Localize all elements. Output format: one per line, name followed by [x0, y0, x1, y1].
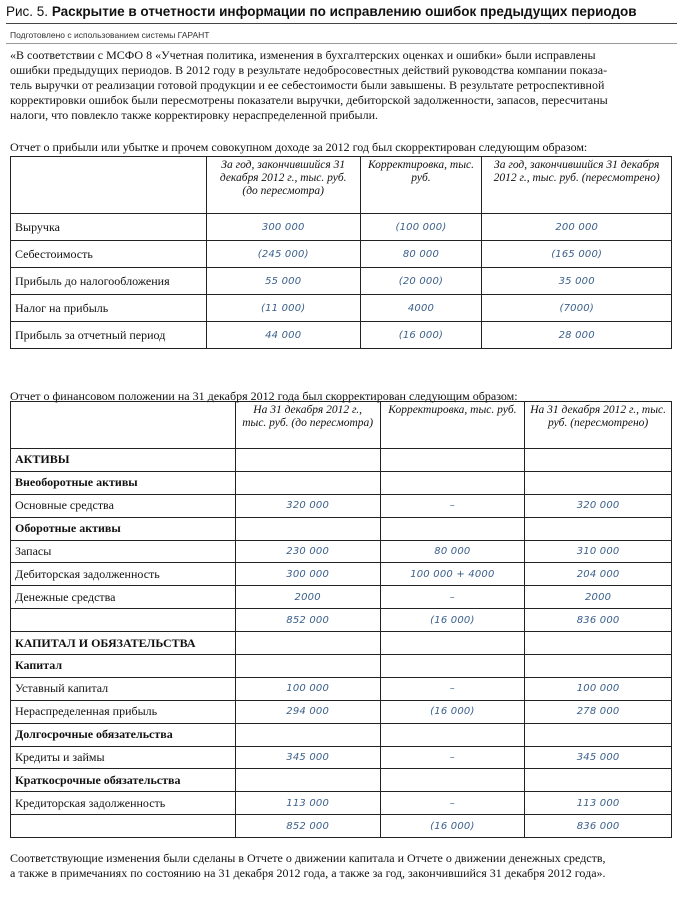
value-after — [525, 655, 672, 678]
balance-body — [11, 449, 672, 838]
value-before: (245 000) — [206, 241, 360, 268]
value-before: 230 000 — [235, 540, 380, 563]
header-after: На 31 декабря 2012 г., тыс. руб. (пересмотрено) — [525, 402, 672, 449]
value-adjustment: (16 000) — [380, 609, 525, 632]
closing-paragraph — [10, 851, 670, 881]
header-empty — [11, 157, 207, 214]
row-label: Выручка — [11, 214, 207, 241]
value-after — [525, 769, 672, 792]
table-row — [11, 494, 672, 517]
value-after — [525, 632, 672, 655]
table-row — [11, 815, 672, 838]
value-before: 320 000 — [235, 494, 380, 517]
table-row — [11, 746, 672, 769]
value-after: 28 000 — [482, 322, 672, 349]
row-label: Основные средства — [11, 494, 236, 517]
closing-line: Соответствующие изменения были сделаны в Отчете о движении капитала и Отчете о движении денежных средств, — [10, 851, 606, 865]
value-after: 310 000 — [525, 540, 672, 563]
row-label — [11, 609, 236, 632]
row-label: Прибыль до налогообложения — [11, 268, 207, 295]
table-row — [11, 517, 672, 540]
value-adjustment — [380, 517, 525, 540]
value-after: 35 000 — [482, 268, 672, 295]
value-adjustment — [380, 632, 525, 655]
row-label: КАПИТАЛ И ОБЯЗАТЕЛЬСТВА — [11, 632, 236, 655]
value-adjustment: 80 000 — [380, 540, 525, 563]
header-after: За год, закончившийся 31 декабря 2012 г., тыс. руб. (пересмотрено) — [482, 157, 672, 214]
value-adjustment: 4000 — [360, 295, 482, 322]
value-after: 113 000 — [525, 792, 672, 815]
intro-line: ошибки предыдущих периодов. В 2012 году в результате недобросовестных действий руководства компании показа- — [10, 63, 608, 77]
value-adjustment: – — [380, 494, 525, 517]
income-table — [10, 156, 672, 349]
value-before — [235, 655, 380, 678]
value-before — [235, 632, 380, 655]
value-after — [525, 723, 672, 746]
value-adjustment: 80 000 — [360, 241, 482, 268]
value-before — [235, 517, 380, 540]
value-adjustment: 100 000 + 4000 — [380, 563, 525, 586]
value-adjustment — [380, 655, 525, 678]
figure-caption: Раскрытие в отчетности информации по исправлению ошибок предыдущих периодов — [51, 4, 637, 19]
value-adjustment — [380, 723, 525, 746]
value-adjustment: (100 000) — [360, 214, 482, 241]
value-after: 2000 — [525, 586, 672, 609]
table-row — [11, 792, 672, 815]
value-after — [525, 471, 672, 494]
intro-line: налоги, что повлекло также корректировку нераспределенной прибыли. — [10, 108, 379, 122]
table-row — [11, 655, 672, 678]
source-rule — [6, 43, 677, 44]
value-after: 278 000 — [525, 700, 672, 723]
value-after — [525, 449, 672, 472]
value-adjustment: (16 000) — [380, 815, 525, 838]
value-adjustment: – — [380, 792, 525, 815]
row-label: Капитал — [11, 655, 236, 678]
table-row — [11, 632, 672, 655]
row-label: Прибыль за отчетный период — [11, 322, 207, 349]
row-label: Дебиторская задолженность — [11, 563, 236, 586]
value-adjustment: – — [380, 586, 525, 609]
intro-paragraph — [10, 48, 670, 123]
value-adjustment — [380, 769, 525, 792]
figure-number: Рис. 5. — [6, 4, 49, 19]
value-adjustment: (16 000) — [360, 322, 482, 349]
value-before: 55 000 — [206, 268, 360, 295]
balance-table — [10, 401, 672, 838]
row-label: АКТИВЫ — [11, 449, 236, 472]
header-adjustment: Корректировка, тыс. руб. — [360, 157, 482, 214]
value-adjustment — [380, 449, 525, 472]
value-before — [235, 449, 380, 472]
value-before: 2000 — [235, 586, 380, 609]
value-before: 300 000 — [206, 214, 360, 241]
value-after — [525, 517, 672, 540]
row-label: Уставный капитал — [11, 677, 236, 700]
row-label: Кредиторская задолженность — [11, 792, 236, 815]
value-after: (7000) — [482, 295, 672, 322]
value-before — [235, 723, 380, 746]
row-label: Краткосрочные обязательства — [11, 769, 236, 792]
title-rule — [6, 23, 677, 24]
row-label: Запасы — [11, 540, 236, 563]
value-before: 852 000 — [235, 815, 380, 838]
value-before: 44 000 — [206, 322, 360, 349]
income-header-row — [11, 157, 672, 214]
row-label: Долгосрочные обязательства — [11, 723, 236, 746]
value-after: 836 000 — [525, 609, 672, 632]
table-row — [11, 268, 672, 295]
table-row — [11, 609, 672, 632]
header-adjustment: Корректировка, тыс. руб. — [380, 402, 525, 449]
intro-line: «В соответствии с МСФО 8 «Учетная политика, изменения в бухгалтерских оценках и ошибки» были исправлены — [10, 48, 596, 62]
value-before: 852 000 — [235, 609, 380, 632]
value-adjustment: – — [380, 677, 525, 700]
table-row — [11, 540, 672, 563]
value-after: 836 000 — [525, 815, 672, 838]
value-adjustment: (16 000) — [380, 700, 525, 723]
value-after: 204 000 — [525, 563, 672, 586]
table-row — [11, 769, 672, 792]
table-row — [11, 586, 672, 609]
value-adjustment — [380, 471, 525, 494]
value-before: (11 000) — [206, 295, 360, 322]
value-after: 320 000 — [525, 494, 672, 517]
intro-line: корректировки ошибок были пересмотрены показатели выручки, дебиторской задолженности, запасов, пересчитаны — [10, 93, 608, 107]
value-before — [235, 769, 380, 792]
row-label: Оборотные активы — [11, 517, 236, 540]
row-label — [11, 815, 236, 838]
balance-header-row — [11, 402, 672, 449]
row-label: Налог на прибыль — [11, 295, 207, 322]
row-label: Кредиты и займы — [11, 746, 236, 769]
intro-line: тель выручки от реализации готовой продукции и ее себестоимости были завышены. В результате ретроспективной — [10, 78, 605, 92]
table-row — [11, 214, 672, 241]
income-caption: Отчет о прибыли или убытке и прочем совокупном доходе за 2012 год был скорректирован следующим образом: — [10, 140, 588, 154]
table-row — [11, 241, 672, 268]
value-before: 113 000 — [235, 792, 380, 815]
row-label: Внеоборотные активы — [11, 471, 236, 494]
row-label: Денежные средства — [11, 586, 236, 609]
table-row — [11, 295, 672, 322]
value-after: 200 000 — [482, 214, 672, 241]
value-before: 100 000 — [235, 677, 380, 700]
table-row — [11, 471, 672, 494]
table-row — [11, 723, 672, 746]
header-before: За год, закончившийся 31 декабря 2012 г., тыс. руб. (до пересмотра) — [206, 157, 360, 214]
table-row — [11, 700, 672, 723]
value-adjustment: – — [380, 746, 525, 769]
value-after: (165 000) — [482, 241, 672, 268]
value-after: 100 000 — [525, 677, 672, 700]
value-before — [235, 471, 380, 494]
value-after: 345 000 — [525, 746, 672, 769]
value-before: 300 000 — [235, 563, 380, 586]
header-empty — [11, 402, 236, 449]
header-before: На 31 декабря 2012 г., тыс. руб. (до пересмотра) — [235, 402, 380, 449]
value-adjustment: (20 000) — [360, 268, 482, 295]
table-row — [11, 677, 672, 700]
source-note: Подготовлено с использованием системы ГАРАНТ — [10, 30, 210, 40]
balance-caption: Отчет о финансовом положении на 31 декабря 2012 года был скорректирован следующим образом: — [10, 389, 518, 403]
row-label: Себестоимость — [11, 241, 207, 268]
row-label: Нераспределенная прибыль — [11, 700, 236, 723]
value-before: 294 000 — [235, 700, 380, 723]
income-body — [11, 214, 672, 349]
closing-line: а также в примечаниях по состоянию на 31 декабря 2012 года, а также за год, закончившийся 31 декабря 2012 года». — [10, 866, 606, 880]
value-before: 345 000 — [235, 746, 380, 769]
figure-title — [6, 4, 637, 19]
table-row — [11, 322, 672, 349]
table-row — [11, 449, 672, 472]
table-row — [11, 563, 672, 586]
